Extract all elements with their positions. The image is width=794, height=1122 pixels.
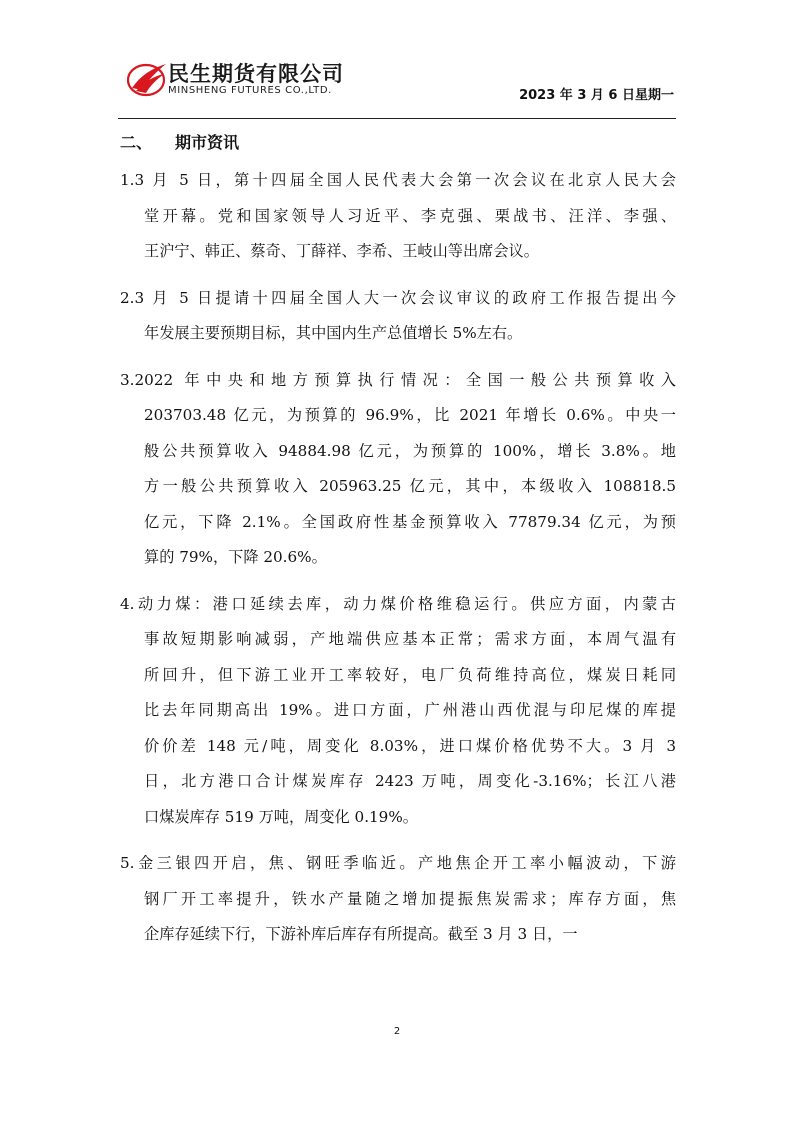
company-name-en: MINSHENG FUTURES CO.,LTD.: [168, 85, 332, 96]
news-item-line: 比去年同期高出 19%。进口方面，广州港山西优混与印尼煤的库提: [144, 701, 676, 719]
news-item: [120, 163, 676, 270]
news-item: [120, 587, 676, 836]
minsheng-logo-icon: [126, 58, 168, 98]
section-number: 二、: [120, 133, 153, 152]
news-item-line: 203703.48 亿元，为预算的 96.9%，比 2021 年增长 0.6%。中央一: [144, 406, 676, 424]
news-item-line: 算的 79%，下降 20.6%。: [144, 548, 327, 566]
news-item: [120, 363, 676, 576]
news-item-line: 企库存延续下行，下游补库后库存有所提高。截至 3 月 3 日，一: [144, 925, 578, 943]
news-item: [120, 846, 676, 953]
header-divider: [118, 118, 676, 119]
news-item-line: 般公共预算收入 94884.98 亿元，为预算的 100%，增长 3.8%。地: [144, 441, 676, 460]
section-title: 期市资讯: [175, 133, 240, 152]
news-item-line: 王沪宁、韩正、蔡奇、丁薛祥、李希、王岐山等出席会议。: [144, 242, 539, 260]
news-item-line: 4.动力煤：港口延续去库，动力煤价格维稳运行。供应方面，内蒙古: [120, 594, 676, 613]
news-item-line: 亿元，下降 2.1%。全国政府性基金预算收入 77879.34 亿元，为预: [144, 512, 676, 531]
news-item-line: 3.2022 年中央和地方预算执行情况：全国一般公共预算收入: [120, 370, 676, 389]
news-item-line: 1.3 月 5 日，第十四届全国人民代表大会第一次会议在北京人民大会: [120, 171, 676, 189]
news-item-line: 事故短期影响减弱，产地端供应基本正常；需求方面，本周气温有: [144, 630, 676, 648]
news-list: [120, 163, 676, 964]
news-item-line: 钢厂开工率提升，铁水产量随之增加提振焦炭需求；库存方面，焦: [144, 889, 676, 908]
news-item-line: 口煤炭库存 519 万吨，周变化 0.19%。: [144, 807, 418, 826]
company-name-cn: 民生期货有限公司: [168, 62, 344, 86]
report-date: 2023 年 3 月 6 日星期一: [519, 88, 674, 103]
news-item-line: 价价差 148 元/吨，周变化 8.03%，进口煤价格优势不大。3 月 3: [144, 736, 676, 755]
news-item-line: 所回升，但下游工业开工率较好，电厂负荷维持高位，煤炭日耗同: [144, 665, 676, 684]
news-item-line: 年发展主要预期目标，其中国内生产总值增长 5%左右。: [144, 324, 523, 342]
news-item-line: 2.3 月 5 日提请十四届全国人大一次会议审议的政府工作报告提出今: [120, 288, 676, 307]
news-item: [120, 281, 676, 352]
news-item-line: 堂开幕。党和国家领导人习近平、李克强、栗战书、汪洋、李强、: [144, 206, 676, 225]
section-heading: [120, 130, 239, 153]
page-number: 2: [393, 1026, 401, 1037]
news-item-line: 日，北方港口合计煤炭库存 2423 万吨，周变化-3.16%；长江八港: [144, 772, 676, 790]
news-item-line: 5.金三银四开启，焦、钢旺季临近。产地焦企开工率小幅波动，下游: [120, 854, 676, 872]
page-header: [118, 52, 676, 114]
news-item-line: 方一般公共预算收入 205963.25 亿元，其中，本级收入 108818.5: [144, 477, 676, 495]
